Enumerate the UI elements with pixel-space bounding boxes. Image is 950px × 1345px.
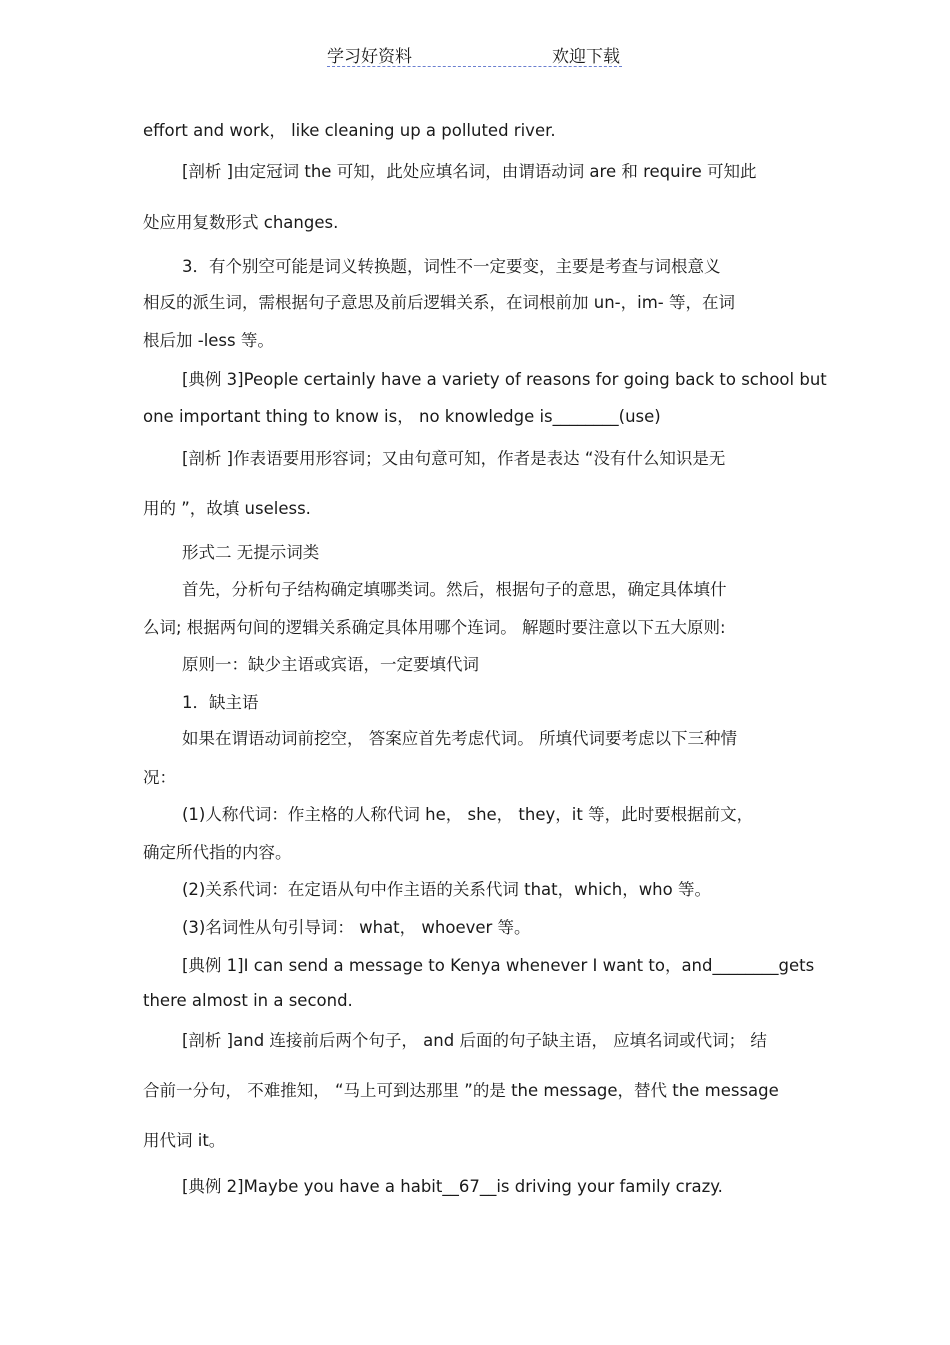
header-right-text: 欢迎下载 <box>552 47 620 67</box>
text-line-3: 处应用复数形式 changes. <box>143 213 339 232</box>
text-line-21: (3)名词性从句引导词： what， whoever 等。 <box>182 918 531 937</box>
text-line-22: [典例 1]I can send a message to Kenya whenever I want to，and________gets <box>182 956 815 975</box>
text-line-9: [剖析 ]作表语要用形容词；又由句意可知，作者是表达 “没有什么知识是无 <box>182 449 726 468</box>
text-line-11: 形式二 无提示词类 <box>182 543 320 562</box>
text-line-10: 用的 ”，故填 useless. <box>143 499 311 518</box>
text-line-16: 如果在谓语动词前挖空， 答案应首先考虑代词。 所填代词要考虑以下三种情 <box>182 729 737 748</box>
text-line-19: 确定所代指的内容。 <box>143 843 292 862</box>
text-line-23: there almost in a second. <box>143 991 353 1010</box>
text-line-18: (1)人称代词：作主格的人称代词 he， she， they，it 等，此时要根据前文， <box>182 805 754 824</box>
text-line-15: 1．缺主语 <box>182 693 259 712</box>
text-line-24: [剖析 ]and 连接前后两个句子， and 后面的句子缺主语， 应填名词或代词； 结 <box>182 1031 767 1050</box>
text-line-4: 3．有个别空可能是词义转换题，词性不一定要变，主要是考查与词根意义 <box>182 257 721 276</box>
text-line-5: 相反的派生词，需根据句子意思及前后逻辑关系，在词根前加 un-，im- 等，在词 <box>143 293 735 312</box>
header-left-text: 学习好资料 <box>327 47 412 67</box>
text-line-12: 首先，分析句子结构确定填哪类词。然后，根据句子的意思，确定具体填什 <box>182 580 727 599</box>
text-line-13: 么词; 根据两句间的逻辑关系确定具体用哪个连词。 解题时要注意以下五大原则: <box>143 618 726 637</box>
text-line-2: [剖析 ]由定冠词 the 可知，此处应填名词，由谓语动词 are 和 require 可知此 <box>182 162 757 181</box>
text-line-6: 根后加 -less 等。 <box>143 331 274 350</box>
text-line-26: 用代词 it。 <box>143 1131 226 1150</box>
page-header <box>327 40 622 67</box>
text-line-14: 原则一：缺少主语或宾语，一定要填代词 <box>182 655 479 674</box>
text-line-20: (2)关系代词：在定语从句中作主语的关系代词 that，which，who 等。 <box>182 880 711 899</box>
text-line-1: effort and work， like cleaning up a polluted river. <box>143 121 556 140</box>
text-line-27: [典例 2]Maybe you have a habit__67__is driving your family crazy. <box>182 1177 723 1196</box>
text-line-7: [典例 3]People certainly have a variety of reasons for going back to school but <box>182 370 827 389</box>
text-line-8: one important thing to know is， no knowledge is________(use) <box>143 407 661 426</box>
text-line-25: 合前一分句， 不难推知， “马上可到达那里 ”的是 the message，替代 the message <box>143 1081 779 1100</box>
text-line-17: 况： <box>143 768 176 787</box>
